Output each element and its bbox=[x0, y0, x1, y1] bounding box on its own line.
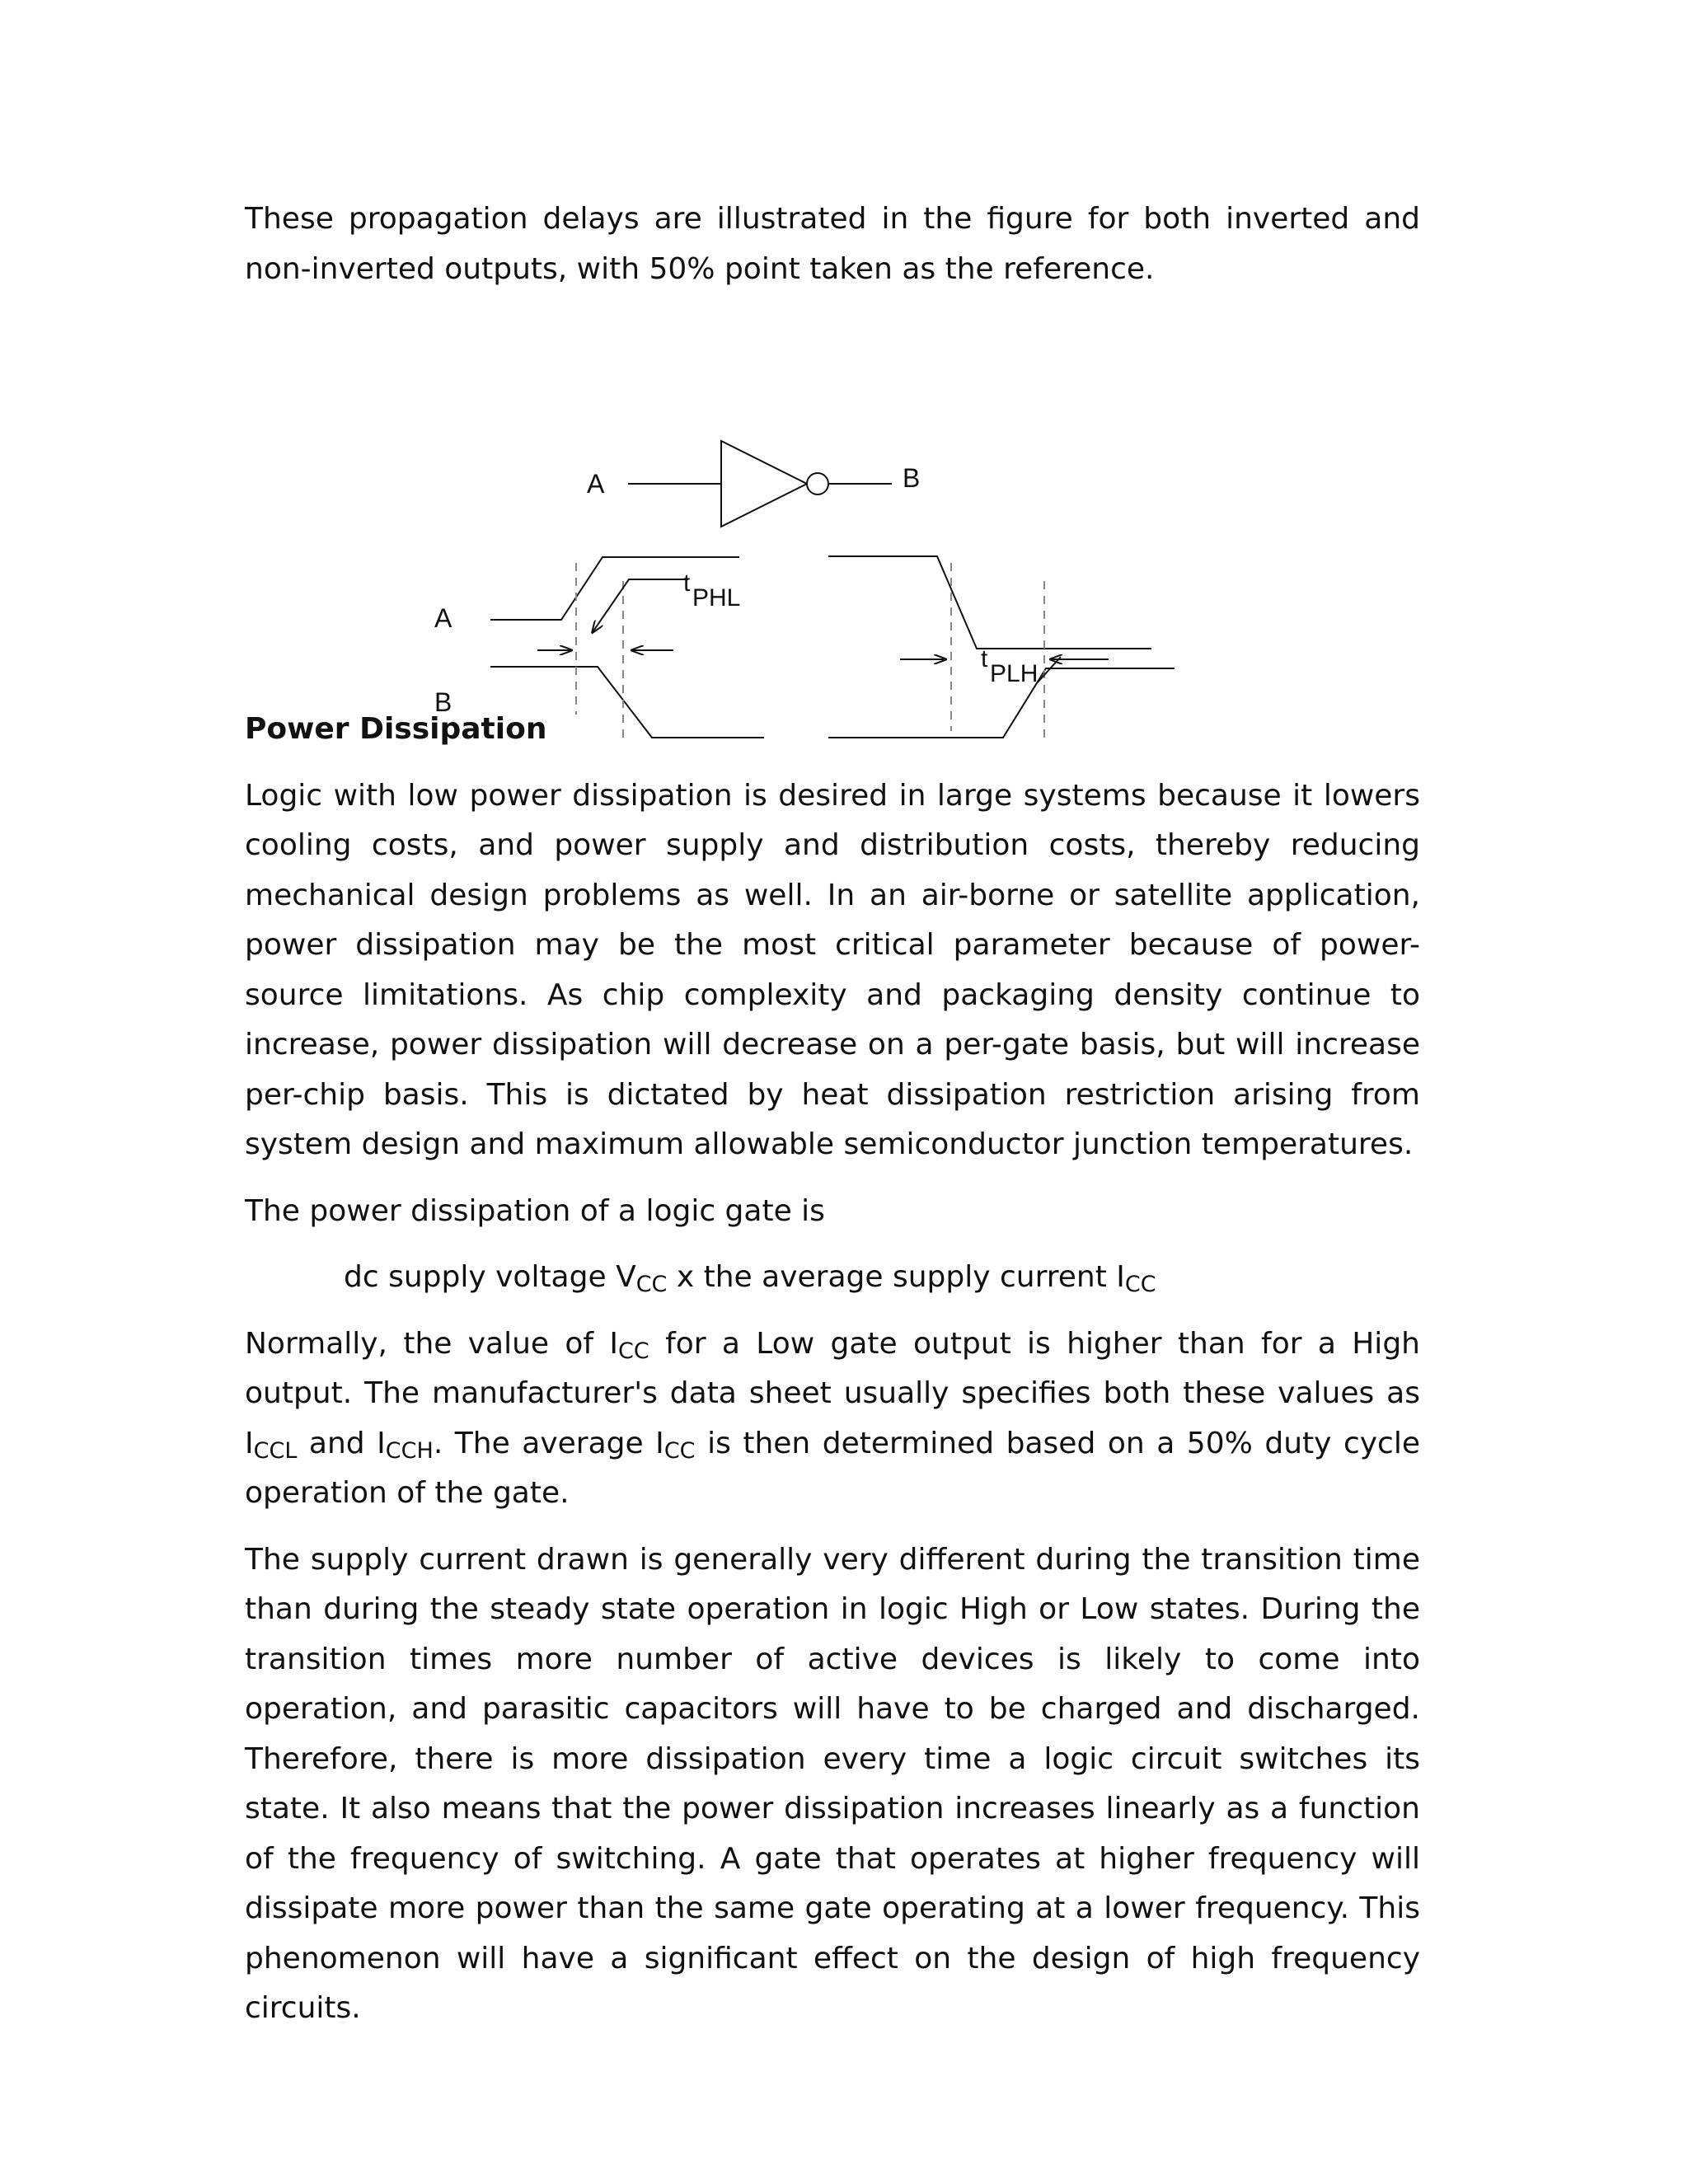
wave-a-falling bbox=[828, 556, 1151, 649]
intro-paragraph: These propagation delays are illustrated in the figure for both inverted and non-inverted outputs, with 50% point taken as the reference. bbox=[245, 202, 1420, 286]
power-paragraph-1: Logic with low power dissipation is desired in large systems because it lowers cooling costs, and power supply and distribution costs, thereby reducing mechanical design problems as well. In an air-borne or satellite application, power dissipation may be the most critical parameter because of power-source limitations. As chip complexity and packaging density continue to increase, power dissipation will decrease on a per-gate basis, but will increase per-chip basis. This is dictated by heat dissipation restriction arising from system design and maximum allowable semiconductor junction temperatures. bbox=[245, 778, 1420, 1161]
para3-sub-4: CC bbox=[663, 1437, 696, 1464]
power-paragraph-2: The power dissipation of a logic gate is bbox=[245, 1193, 825, 1228]
tphl-t: t bbox=[683, 569, 691, 597]
inverter-gate bbox=[587, 441, 920, 527]
wave-b-label: B bbox=[434, 687, 452, 717]
tphl-sub: PHL bbox=[692, 584, 741, 612]
formula-sub-1: CC bbox=[635, 1272, 668, 1297]
para3-sub-1: CC bbox=[618, 1338, 649, 1364]
tphl-leader bbox=[593, 579, 688, 632]
para3-text-2: for a Low gate output is higher than for a High output. The manufacturer's data sheet usually specifies both these values as I bbox=[245, 1326, 1420, 1460]
timing-diagram bbox=[245, 309, 1420, 717]
power-paragraph-3 bbox=[245, 1319, 1420, 1519]
para3-sub-2: CCL bbox=[253, 1437, 298, 1464]
document-body bbox=[245, 194, 1420, 2034]
formula-part-1: dc supply voltage V bbox=[344, 1260, 636, 1294]
gate-output-label: B bbox=[903, 463, 921, 493]
para3-text-3: and I bbox=[297, 1426, 386, 1460]
formula-part-2: x the average supply current I bbox=[667, 1260, 1125, 1294]
power-paragraph-4: The supply current drawn is generally very different during the transition time than during the steady state operation in logic High or Low states. During the transition times more number of active devices is likely to come into operation, and parasitic capacitors will have to be charged and discharged. Therefore, there is more dissipation every time a logic circuit switches its state. It also means that the power dissipation increases linearly as a function of the frequency of switching. A gate that operates at higher frequency will dissipate more power than the same gate operating at a lower frequency. This phenomenon will have a significant effect on the design of high frequency circuits. bbox=[245, 1542, 1420, 2025]
para3-sub-3: CCH bbox=[385, 1437, 434, 1464]
gate-input-label: A bbox=[587, 469, 605, 499]
power-formula bbox=[245, 1253, 1420, 1303]
tplh-sub: PLH bbox=[990, 660, 1039, 687]
para3-text-1: Normally, the value of I bbox=[245, 1326, 619, 1361]
formula-sub-2: CC bbox=[1124, 1272, 1156, 1297]
para3-text-5: is then determined based on a 50% duty cycle operation of the gate. bbox=[245, 1426, 1421, 1510]
propagation-delay-figure bbox=[245, 309, 1420, 717]
wave-a-label: A bbox=[434, 603, 452, 633]
inverter-triangle bbox=[721, 441, 807, 527]
para3-text-4: . The average I bbox=[433, 1426, 664, 1460]
inverter-bubble bbox=[807, 473, 828, 494]
section-title: Power Dissipation bbox=[245, 712, 547, 746]
tplh-leader bbox=[1036, 657, 1061, 684]
tplh-t: t bbox=[981, 645, 988, 673]
